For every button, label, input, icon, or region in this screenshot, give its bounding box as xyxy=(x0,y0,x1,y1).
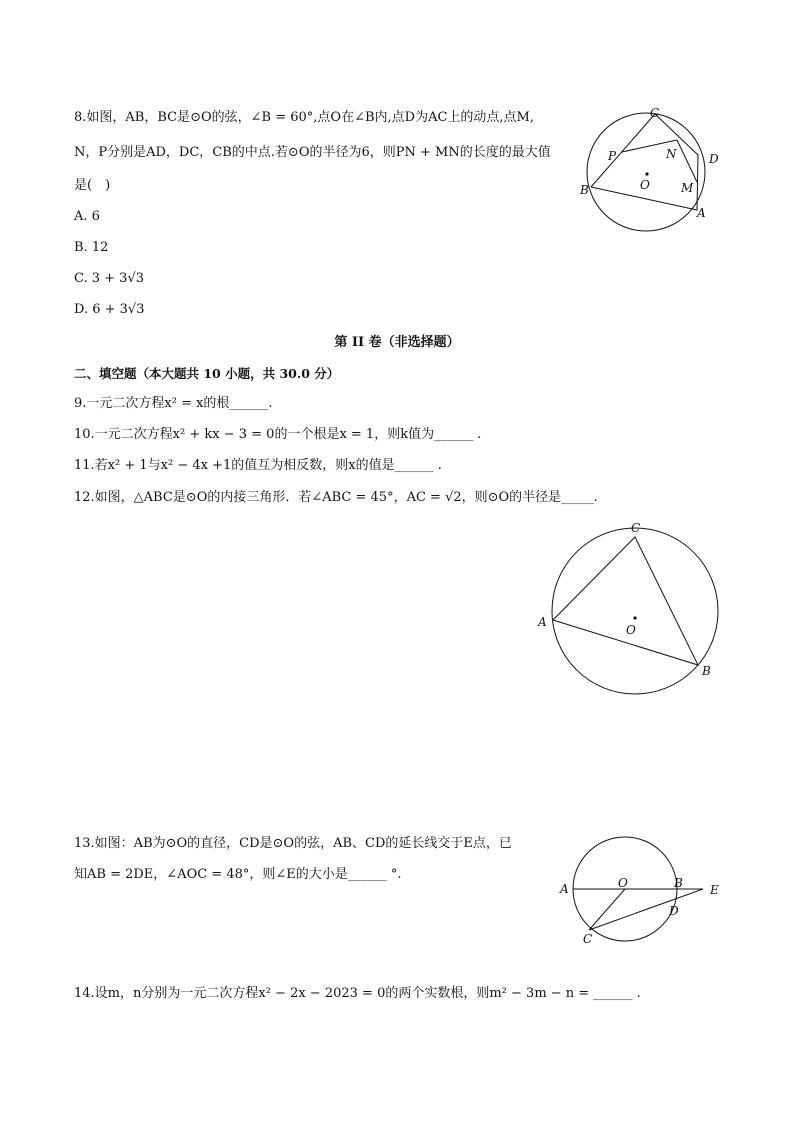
q12-label-c: C xyxy=(631,521,641,535)
part2-title: 第 II 卷（非选择题） xyxy=(334,335,460,350)
q12-label-b: B xyxy=(702,664,711,678)
q13-circle-figure xyxy=(555,832,730,947)
q8-option-b: B. 12 xyxy=(74,240,109,255)
q8-line2: N，P分别是AD，DC，CB的中点.若⊙O的半径为6，则PN + MN的长度的最大值 xyxy=(74,145,551,160)
q11: 11.若x² + 1与x² − 4x +1的值互为相反数，则x的值是______ . xyxy=(74,458,442,473)
q14: 14.设m，n分别为一元二次方程x² − 2x − 2023 = 0的两个实数根，则m² − 3m − n = ______ . xyxy=(74,986,641,1001)
q8-option-d: D. 6 + 3√3 xyxy=(74,302,145,317)
q13-line-ce xyxy=(589,889,703,930)
q12-triangle xyxy=(553,537,698,665)
q8-label-c: C xyxy=(650,106,660,120)
q8-center-dot xyxy=(645,172,648,175)
q12-circle xyxy=(552,528,718,694)
q8-option-c: C. 3 + 3√3 xyxy=(74,271,145,286)
q9: 9.一元二次方程x² = x的根______. xyxy=(74,396,273,411)
q13-label-o: O xyxy=(618,876,628,890)
q8-line3: 是( ) xyxy=(74,178,111,193)
q13-line2: 知AB = 2DE，∠AOC = 48°，则∠E的大小是______ °. xyxy=(74,867,402,882)
q8-label-p: P xyxy=(608,149,617,163)
q12-center-dot xyxy=(633,616,636,619)
q8-label-d: D xyxy=(709,152,719,166)
q8-label-m: M xyxy=(681,181,694,195)
q12-label-o: O xyxy=(626,623,636,637)
q8-nm xyxy=(677,140,697,182)
q13-label-c: C xyxy=(583,932,593,946)
q8-label-n: N xyxy=(666,147,677,161)
q13-label-a: A xyxy=(560,882,569,896)
q8-line1: 8.如图，AB，BC是⊙O的弦，∠B = 60°,点O在∠B内,点D为AC上的动点,点M, xyxy=(74,110,534,125)
q13-label-d: D xyxy=(669,904,679,918)
q8-circle-figure xyxy=(570,100,730,240)
q13-label-e: E xyxy=(710,883,719,897)
q8-label-a: A xyxy=(697,206,706,220)
q12-label-a: A xyxy=(538,615,547,629)
fill-section-header: 二、填空题（本大题共 10 小题，共 30.0 分） xyxy=(74,366,340,381)
q12-circle-figure xyxy=(530,515,730,710)
q8-label-b: B xyxy=(580,183,589,197)
q8-option-a: A. 6 xyxy=(74,209,100,224)
q13-line1: 13.如图：AB为⊙O的直径，CD是⊙O的弦，AB、CD的延长线交于E点，已 xyxy=(74,836,512,851)
q10: 10.一元二次方程x² + kx − 3 = 0的一个根是x = 1，则k值为______ . xyxy=(74,427,482,442)
q8-label-o: O xyxy=(640,178,650,192)
q12: 12.如图，△ABC是⊙O的内接三角形．若∠ABC = 45°，AC = √2，则⊙O的半径是_____. xyxy=(74,490,598,505)
q13-label-b: B xyxy=(674,876,683,890)
